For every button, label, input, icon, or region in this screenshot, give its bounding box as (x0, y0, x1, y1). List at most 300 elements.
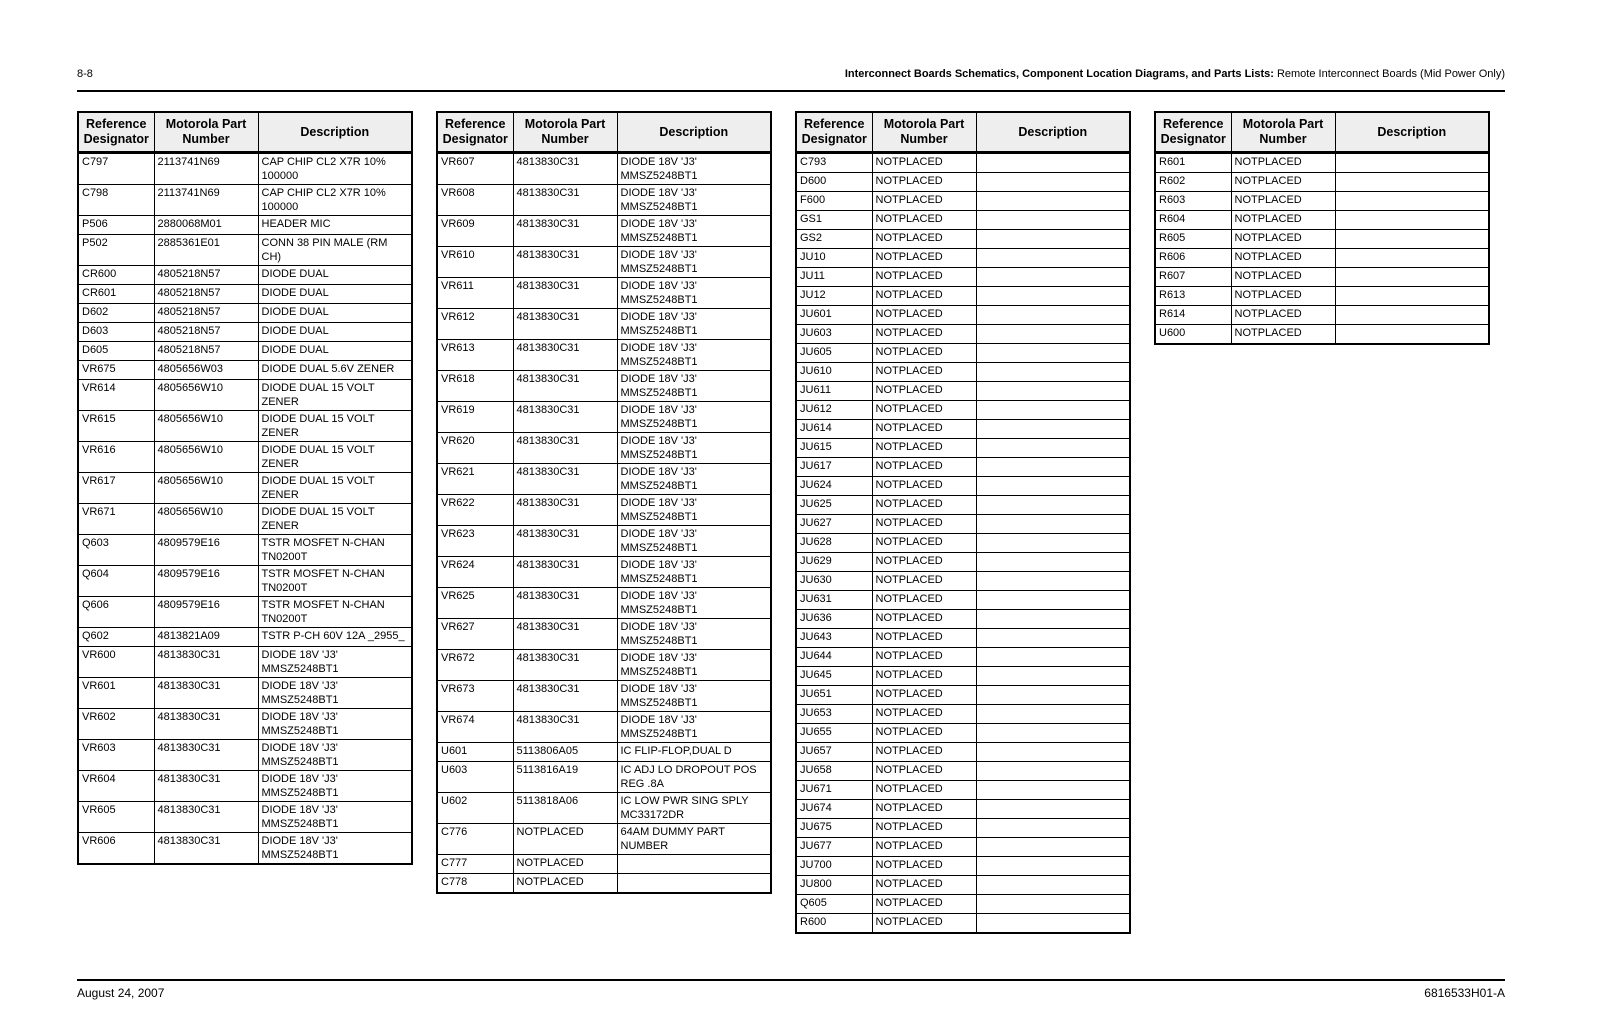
col-header-part-number: Motorola Part Number (513, 112, 617, 153)
cell-reference: Q602 (78, 628, 154, 647)
table-row (796, 553, 1130, 572)
cell-part-number: NOTPLACED (872, 306, 976, 325)
cell-description: DIODE 18V 'J3' MMSZ5248BT1 (617, 681, 771, 712)
cell-description: DIODE 18V 'J3' MMSZ5248BT1 (617, 495, 771, 526)
table-row (78, 323, 412, 342)
cell-reference: JU644 (796, 648, 872, 667)
cell-part-number: 4813830C31 (513, 309, 617, 340)
cell-description: DIODE DUAL (258, 266, 412, 285)
cell-part-number: NOTPLACED (872, 914, 976, 934)
cell-description (976, 591, 1130, 610)
parts-table (1154, 111, 1490, 345)
table-row (437, 247, 771, 278)
cell-reference: JU625 (796, 496, 872, 515)
cell-description: DIODE 18V 'J3' MMSZ5248BT1 (617, 650, 771, 681)
table-row (796, 591, 1130, 610)
cell-part-number: 4813830C31 (513, 650, 617, 681)
cell-part-number: 4813830C31 (154, 802, 258, 833)
cell-description (1335, 153, 1489, 173)
cell-part-number: 4805656W10 (154, 411, 258, 442)
table-row (1155, 192, 1489, 211)
cell-part-number: NOTPLACED (872, 173, 976, 192)
col-header-reference: Reference Designator (796, 112, 872, 153)
cell-reference: JU631 (796, 591, 872, 610)
cell-description (976, 724, 1130, 743)
cell-description: DIODE 18V 'J3' MMSZ5248BT1 (617, 433, 771, 464)
cell-description (976, 153, 1130, 173)
cell-description (976, 705, 1130, 724)
cell-description (976, 325, 1130, 344)
cell-reference: JU645 (796, 667, 872, 686)
cell-reference: P502 (78, 235, 154, 266)
cell-part-number: 4805656W03 (154, 361, 258, 380)
cell-reference: R613 (1155, 287, 1231, 306)
table-row (796, 515, 1130, 534)
cell-part-number: 4813830C31 (513, 216, 617, 247)
cell-reference: F600 (796, 192, 872, 211)
cell-part-number: NOTPLACED (872, 325, 976, 344)
cell-reference: VR606 (78, 833, 154, 865)
table-row (796, 686, 1130, 705)
cell-description (1335, 211, 1489, 230)
cell-reference: Q606 (78, 597, 154, 628)
cell-description: DIODE 18V 'J3' MMSZ5248BT1 (617, 588, 771, 619)
cell-reference: VR624 (437, 557, 513, 588)
cell-description: TSTR MOSFET N-CHAN TN0200T (258, 535, 412, 566)
table-row (796, 325, 1130, 344)
cell-description (1335, 192, 1489, 211)
table-row (437, 557, 771, 588)
cell-reference: JU629 (796, 553, 872, 572)
table-row (796, 610, 1130, 629)
table-row (78, 442, 412, 473)
cell-part-number: NOTPLACED (872, 686, 976, 705)
cell-description (1335, 173, 1489, 192)
cell-reference: JU627 (796, 515, 872, 534)
table-row (796, 287, 1130, 306)
cell-reference: VR603 (78, 740, 154, 771)
col-header-description: Description (1335, 112, 1489, 153)
cell-description: DIODE DUAL (258, 342, 412, 361)
cell-reference: VR615 (78, 411, 154, 442)
table-row (78, 185, 412, 216)
cell-part-number: NOTPLACED (1231, 249, 1335, 268)
table-row (796, 667, 1130, 686)
table-row (796, 800, 1130, 819)
cell-description: DIODE 18V 'J3' MMSZ5248BT1 (617, 464, 771, 495)
page-header (77, 66, 1505, 84)
cell-part-number: NOTPLACED (872, 838, 976, 857)
cell-part-number: NOTPLACED (872, 401, 976, 420)
cell-part-number: NOTPLACED (872, 249, 976, 268)
cell-reference: JU612 (796, 401, 872, 420)
cell-reference: JU605 (796, 344, 872, 363)
cell-reference: D605 (78, 342, 154, 361)
table-row (796, 477, 1130, 496)
cell-reference: Q605 (796, 895, 872, 914)
cell-reference: JU12 (796, 287, 872, 306)
cell-description: DIODE 18V 'J3' MMSZ5248BT1 (617, 557, 771, 588)
cell-description: TSTR MOSFET N-CHAN TN0200T (258, 566, 412, 597)
cell-reference: JU10 (796, 249, 872, 268)
table-row (78, 235, 412, 266)
cell-part-number: NOTPLACED (1231, 153, 1335, 173)
cell-reference: C777 (437, 855, 513, 874)
table-row (1155, 325, 1489, 345)
cell-reference: R605 (1155, 230, 1231, 249)
cell-part-number: NOTPLACED (872, 230, 976, 249)
cell-part-number: NOTPLACED (513, 855, 617, 874)
table-header-row (1155, 112, 1489, 153)
cell-description (976, 477, 1130, 496)
cell-part-number: 5113806A05 (513, 743, 617, 762)
cell-reference: GS1 (796, 211, 872, 230)
col-header-reference: Reference Designator (78, 112, 154, 153)
cell-reference: R601 (1155, 153, 1231, 173)
cell-part-number: NOTPLACED (872, 268, 976, 287)
cell-description: DIODE DUAL 15 VOLT ZENER (258, 380, 412, 411)
table-header-row (78, 112, 412, 153)
cell-description (976, 762, 1130, 781)
cell-part-number: 4813830C31 (154, 678, 258, 709)
cell-description: DIODE DUAL (258, 285, 412, 304)
cell-description (617, 874, 771, 894)
cell-description (1335, 325, 1489, 345)
table-row (437, 371, 771, 402)
cell-part-number: 4813830C31 (513, 712, 617, 743)
cell-reference: VR611 (437, 278, 513, 309)
table-row (1155, 173, 1489, 192)
table-row (437, 526, 771, 557)
table-row (78, 216, 412, 235)
cell-reference: R607 (1155, 268, 1231, 287)
cell-part-number: 4805218N57 (154, 285, 258, 304)
cell-description: TSTR P-CH 60V 12A _2955_ (258, 628, 412, 647)
cell-reference: VR620 (437, 433, 513, 464)
cell-description: DIODE 18V 'J3' MMSZ5248BT1 (258, 771, 412, 802)
cell-part-number: 4805218N57 (154, 323, 258, 342)
cell-reference: CR600 (78, 266, 154, 285)
cell-part-number: NOTPLACED (872, 895, 976, 914)
cell-reference: VR621 (437, 464, 513, 495)
cell-description (976, 572, 1130, 591)
cell-reference: R603 (1155, 192, 1231, 211)
table-row (796, 534, 1130, 553)
table-row (796, 781, 1130, 800)
cell-reference: JU628 (796, 534, 872, 553)
cell-part-number: NOTPLACED (872, 591, 976, 610)
table-row (796, 895, 1130, 914)
cell-reference: VR613 (437, 340, 513, 371)
cell-description (976, 211, 1130, 230)
cell-part-number: 4813830C31 (513, 247, 617, 278)
table-row (437, 433, 771, 464)
cell-part-number: 4813830C31 (513, 464, 617, 495)
cell-reference: JU11 (796, 268, 872, 287)
table-header-row (437, 112, 771, 153)
table-row (78, 380, 412, 411)
cell-part-number: NOTPLACED (1231, 306, 1335, 325)
cell-part-number: NOTPLACED (872, 439, 976, 458)
cell-reference: JU658 (796, 762, 872, 781)
cell-part-number: 4805218N57 (154, 304, 258, 323)
table-row (78, 628, 412, 647)
table-row (796, 819, 1130, 838)
cell-description: HEADER MIC (258, 216, 412, 235)
table-row (796, 572, 1130, 591)
cell-part-number: 4805656W10 (154, 473, 258, 504)
cell-reference: JU655 (796, 724, 872, 743)
col-header-description: Description (617, 112, 771, 153)
cell-part-number: NOTPLACED (872, 724, 976, 743)
cell-part-number: NOTPLACED (1231, 211, 1335, 230)
table-row (78, 473, 412, 504)
cell-reference: C797 (78, 153, 154, 185)
cell-reference: VR623 (437, 526, 513, 557)
cell-description: IC ADJ LO DROPOUT POS REG .8A (617, 762, 771, 793)
table-row (437, 588, 771, 619)
cell-part-number: 4813830C31 (513, 526, 617, 557)
cell-description: IC FLIP-FLOP,DUAL D (617, 743, 771, 762)
cell-description (976, 686, 1130, 705)
table-row (78, 566, 412, 597)
cell-part-number: NOTPLACED (513, 874, 617, 894)
cell-part-number: 4809579E16 (154, 535, 258, 566)
cell-reference: VR608 (437, 185, 513, 216)
parts-table (77, 111, 413, 865)
cell-part-number: 4813830C31 (154, 740, 258, 771)
table-row (1155, 249, 1489, 268)
cell-reference: D603 (78, 323, 154, 342)
cell-description: DIODE 18V 'J3' MMSZ5248BT1 (617, 526, 771, 557)
cell-part-number: NOTPLACED (1231, 230, 1335, 249)
table-row (78, 361, 412, 380)
table-row (437, 824, 771, 855)
cell-part-number: NOTPLACED (872, 572, 976, 591)
table-row (437, 743, 771, 762)
table-row (78, 411, 412, 442)
cell-part-number: 4813830C31 (513, 433, 617, 464)
table-row (437, 402, 771, 433)
table-row (796, 306, 1130, 325)
cell-reference: D600 (796, 173, 872, 192)
cell-reference: R606 (1155, 249, 1231, 268)
col-header-part-number: Motorola Part Number (872, 112, 976, 153)
cell-part-number: 4809579E16 (154, 597, 258, 628)
cell-reference: U600 (1155, 325, 1231, 345)
cell-reference: VR627 (437, 619, 513, 650)
cell-reference: GS2 (796, 230, 872, 249)
cell-part-number: 4805656W10 (154, 380, 258, 411)
cell-reference: VR607 (437, 153, 513, 185)
cell-part-number: NOTPLACED (513, 824, 617, 855)
cell-reference: JU630 (796, 572, 872, 591)
cell-reference: JU671 (796, 781, 872, 800)
cell-part-number: NOTPLACED (872, 781, 976, 800)
cell-description (976, 515, 1130, 534)
cell-description (976, 192, 1130, 211)
cell-reference: R602 (1155, 173, 1231, 192)
cell-reference: JU653 (796, 705, 872, 724)
cell-description: DIODE 18V 'J3' MMSZ5248BT1 (617, 309, 771, 340)
cell-part-number: NOTPLACED (872, 629, 976, 648)
cell-reference: JU700 (796, 857, 872, 876)
table-row (78, 647, 412, 678)
cell-reference: VR674 (437, 712, 513, 743)
table-row (796, 705, 1130, 724)
cell-description (1335, 306, 1489, 325)
table-row (1155, 306, 1489, 325)
cell-reference: JU677 (796, 838, 872, 857)
table-header-row (796, 112, 1130, 153)
cell-description (976, 743, 1130, 762)
cell-reference: JU800 (796, 876, 872, 895)
table-row (437, 495, 771, 526)
table-row (796, 458, 1130, 477)
table-row (796, 724, 1130, 743)
cell-part-number: NOTPLACED (1231, 268, 1335, 287)
cell-description: DIODE 18V 'J3' MMSZ5248BT1 (617, 216, 771, 247)
cell-part-number: 4813830C31 (513, 185, 617, 216)
table-row (437, 216, 771, 247)
cell-part-number: NOTPLACED (872, 420, 976, 439)
cell-reference: VR609 (437, 216, 513, 247)
cell-reference: JU651 (796, 686, 872, 705)
cell-part-number: NOTPLACED (1231, 287, 1335, 306)
cell-description: DIODE 18V 'J3' MMSZ5248BT1 (258, 833, 412, 865)
table-row (796, 382, 1130, 401)
cell-part-number: 2113741N69 (154, 153, 258, 185)
table-row (796, 857, 1130, 876)
table-row (796, 914, 1130, 934)
cell-part-number: NOTPLACED (872, 153, 976, 173)
table-row (437, 681, 771, 712)
cell-part-number: 4813830C31 (513, 619, 617, 650)
footer-rule (77, 979, 1505, 981)
table-row (796, 420, 1130, 439)
table-row (78, 342, 412, 361)
cell-description (976, 420, 1130, 439)
table-row (796, 211, 1130, 230)
table-row (78, 740, 412, 771)
cell-description (976, 382, 1130, 401)
parts-table (436, 111, 772, 894)
cell-description: DIODE 18V 'J3' MMSZ5248BT1 (258, 647, 412, 678)
cell-part-number: NOTPLACED (872, 458, 976, 477)
cell-description (976, 458, 1130, 477)
table-row (78, 266, 412, 285)
cell-description (976, 914, 1130, 934)
cell-reference: Q604 (78, 566, 154, 597)
cell-description: DIODE 18V 'J3' MMSZ5248BT1 (617, 712, 771, 743)
cell-description (976, 819, 1130, 838)
cell-reference: JU675 (796, 819, 872, 838)
col-header-description: Description (976, 112, 1130, 153)
cell-part-number: NOTPLACED (872, 515, 976, 534)
cell-reference: JU674 (796, 800, 872, 819)
cell-part-number: NOTPLACED (872, 762, 976, 781)
cell-description (976, 838, 1130, 857)
cell-part-number: 4813830C31 (513, 588, 617, 619)
cell-description (976, 800, 1130, 819)
cell-part-number: 4813830C31 (513, 153, 617, 185)
cell-description (1335, 268, 1489, 287)
cell-part-number: NOTPLACED (1231, 325, 1335, 345)
cell-description: CAP CHIP CL2 X7R 10% 100000 (258, 185, 412, 216)
table-row (796, 344, 1130, 363)
cell-reference: R600 (796, 914, 872, 934)
cell-part-number: 5113816A19 (513, 762, 617, 793)
cell-part-number: 4805218N57 (154, 266, 258, 285)
cell-description: TSTR MOSFET N-CHAN TN0200T (258, 597, 412, 628)
cell-description: CONN 38 PIN MALE (RM CH) (258, 235, 412, 266)
cell-reference: VR600 (78, 647, 154, 678)
cell-description (976, 230, 1130, 249)
cell-part-number: 4813821A09 (154, 628, 258, 647)
cell-description (976, 857, 1130, 876)
cell-part-number: 4813830C31 (154, 771, 258, 802)
cell-description: DIODE 18V 'J3' MMSZ5248BT1 (258, 709, 412, 740)
cell-description (976, 496, 1130, 515)
table-row (1155, 268, 1489, 287)
cell-part-number: 4805218N57 (154, 342, 258, 361)
cell-reference: C798 (78, 185, 154, 216)
cell-part-number: 4809579E16 (154, 566, 258, 597)
cell-reference: JU615 (796, 439, 872, 458)
page-number: 8-8 (77, 68, 93, 80)
cell-description: 64AM DUMMY PART NUMBER (617, 824, 771, 855)
cell-reference: JU611 (796, 382, 872, 401)
cell-description: DIODE DUAL (258, 323, 412, 342)
cell-description (976, 287, 1130, 306)
cell-reference: C776 (437, 824, 513, 855)
cell-reference: VR619 (437, 402, 513, 433)
cell-part-number: NOTPLACED (1231, 192, 1335, 211)
cell-description (976, 363, 1130, 382)
table-row (78, 709, 412, 740)
cell-part-number: NOTPLACED (872, 287, 976, 306)
table-row (1155, 230, 1489, 249)
cell-description: DIODE DUAL (258, 304, 412, 323)
cell-description (976, 876, 1130, 895)
cell-part-number: 4813830C31 (154, 833, 258, 865)
cell-part-number: NOTPLACED (872, 743, 976, 762)
cell-reference: JU603 (796, 325, 872, 344)
cell-description (976, 306, 1130, 325)
cell-reference: VR601 (78, 678, 154, 709)
cell-reference: VR617 (78, 473, 154, 504)
cell-part-number: NOTPLACED (872, 648, 976, 667)
table-row (1155, 153, 1489, 173)
cell-reference: JU617 (796, 458, 872, 477)
table-row (437, 712, 771, 743)
cell-part-number: NOTPLACED (872, 477, 976, 496)
cell-description (976, 344, 1130, 363)
table-row (78, 771, 412, 802)
cell-part-number: 4813830C31 (513, 278, 617, 309)
cell-reference: U601 (437, 743, 513, 762)
cell-description (976, 648, 1130, 667)
cell-description (617, 855, 771, 874)
cell-description: DIODE 18V 'J3' MMSZ5248BT1 (617, 247, 771, 278)
table-row (78, 285, 412, 304)
table-row (437, 185, 771, 216)
table-row (796, 192, 1130, 211)
cell-description (1335, 249, 1489, 268)
table-row (437, 874, 771, 894)
col-header-part-number: Motorola Part Number (1231, 112, 1335, 153)
cell-description (976, 401, 1130, 420)
